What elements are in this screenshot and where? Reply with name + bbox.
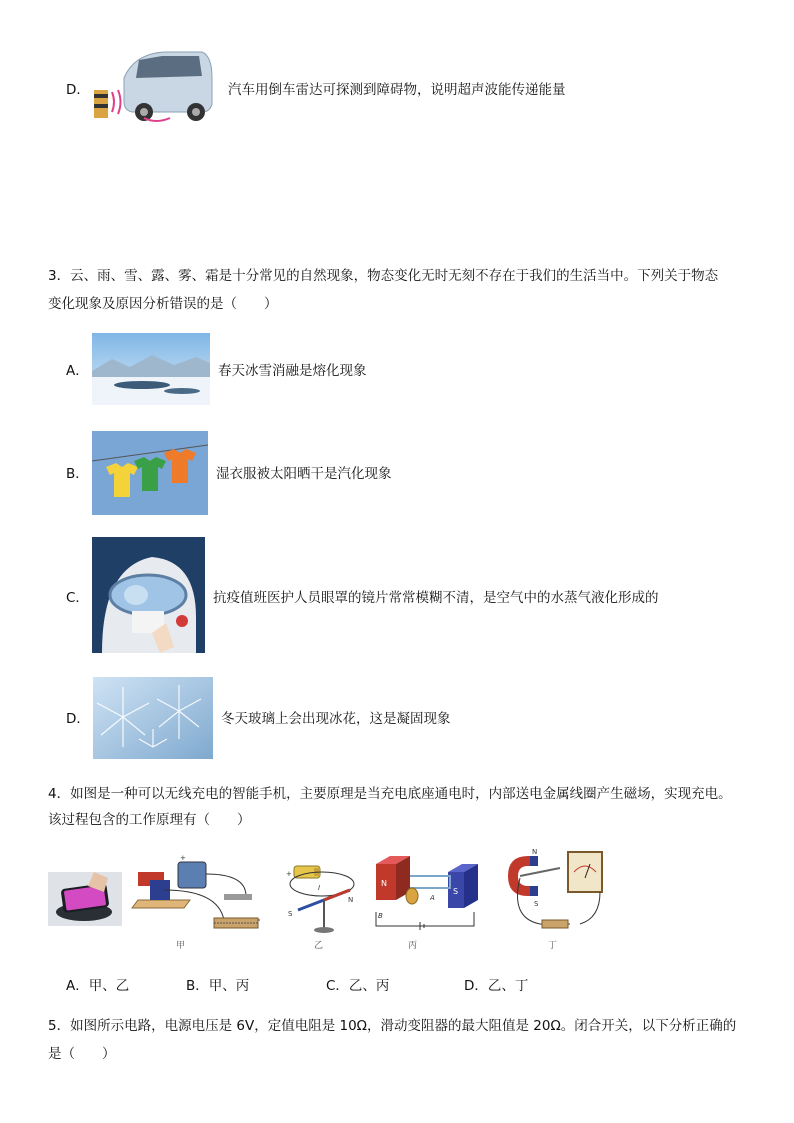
svg-text:N: N <box>381 879 387 888</box>
q3-option-a-text: 春天冰雪消融是熔化现象 <box>218 363 367 379</box>
q5-stem-line1: 5．如图所示电路，电源电压是 6V，定值电阻是 10Ω，滑动变阻器的最大阻值是 20Ω。闭合开关，以下分析正确的 <box>48 1018 737 1034</box>
svg-text:S: S <box>453 887 459 896</box>
figure-bing-motor <box>370 852 482 936</box>
q4-option-b: B．甲、丙 <box>186 978 250 994</box>
svg-text:S: S <box>288 910 293 918</box>
q2-option-d-letter: D． <box>66 82 90 98</box>
figure-label-yi: 乙 <box>314 941 324 951</box>
figure-label-jia: 甲 <box>176 941 186 951</box>
svg-text:N: N <box>348 896 354 904</box>
q3-stem-line2: 变化现象及原因分析错误的是（ ） <box>48 296 278 312</box>
q2-option-d-text: 汽车用倒车雷达可探测到障碍物，说明超声波能传递能量 <box>228 82 566 98</box>
svg-text:A: A <box>430 894 435 902</box>
drying-clothes-image <box>92 431 208 515</box>
figure-yi-oersted <box>284 860 360 936</box>
figure-jia-electromagnet <box>128 850 268 934</box>
svg-text:+: + <box>286 870 292 878</box>
q4-option-d: D．乙、丁 <box>464 978 529 994</box>
q5-stem-line2: 是（ ） <box>48 1046 116 1062</box>
q3-option-b-text: 湿衣服被太阳晒干是汽化现象 <box>216 466 392 482</box>
frost-pattern-image <box>93 677 213 759</box>
svg-text:N: N <box>532 848 538 856</box>
q3-option-c-text: 抗疫值班医护人员眼罩的镜片常常模糊不清，是空气中的水蒸气液化形成的 <box>213 590 659 606</box>
medical-goggles-image <box>92 537 205 653</box>
figure-ding-induction <box>500 848 608 936</box>
svg-text:B: B <box>378 912 383 920</box>
q4-option-c: C．乙、丙 <box>326 978 390 994</box>
figure-label-bing: 丙 <box>408 941 418 951</box>
q3-option-a-letter: A． <box>66 363 89 379</box>
q4-stem-line2: 该过程包含的工作原理有（ ） <box>48 812 251 828</box>
svg-text:+: + <box>180 854 186 862</box>
q3-option-c-letter: C． <box>66 590 89 606</box>
svg-text:I: I <box>318 884 321 892</box>
q3-option-d-text: 冬天玻璃上会出现冰花，这是凝固现象 <box>221 711 451 727</box>
melting-snow-image <box>92 333 210 405</box>
car-radar-image <box>84 48 214 124</box>
q3-option-d-letter: D． <box>66 711 90 727</box>
q3-option-b-letter: B． <box>66 466 89 482</box>
q4-stem-line1: 4．如图是一种可以无线充电的智能手机，主要原理是当充电底座通电时，内部送电金属线圈产生磁场，实现充电。 <box>48 786 732 802</box>
q3-stem-line1: 3．云、雨、雪、露、雾、霜是十分常见的自然现象，物态变化无时无刻不存在于我们的生活当中。下列关于物态 <box>48 268 719 284</box>
wireless-charging-phone-image <box>48 872 122 926</box>
figure-label-ding: 丁 <box>548 941 558 951</box>
q4-option-a: A．甲、乙 <box>66 978 130 994</box>
svg-text:S: S <box>534 900 539 908</box>
